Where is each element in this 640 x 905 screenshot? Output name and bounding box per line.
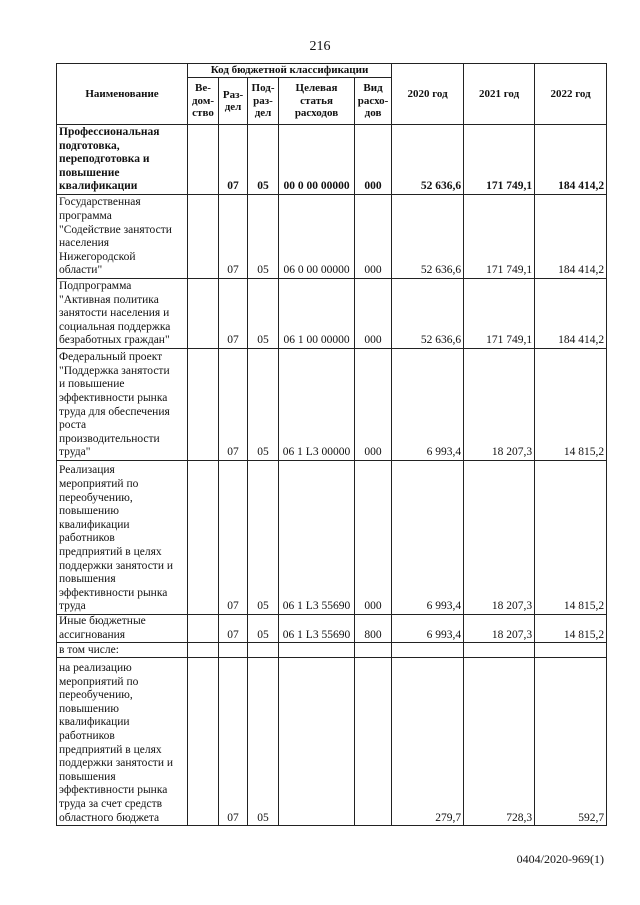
row-razdel: 07	[219, 615, 248, 643]
row-2020: 6 993,4	[392, 615, 464, 643]
row-2021: 728,3	[464, 658, 535, 826]
row-2022: 14 815,2	[535, 461, 607, 615]
row-2021: 171 749,1	[464, 125, 535, 195]
row-vid: 000	[355, 279, 392, 349]
row-name: на реализацию мероприятий по переобучению, повышению квалификации работников предприятий в целях поддержки занятости и повышения эффективности рынка труда за счет средств областного бюджета	[57, 658, 188, 826]
row-2021	[464, 643, 535, 658]
row-ved	[188, 615, 219, 643]
row-celevaya: 00 0 00 00000	[279, 125, 355, 195]
row-podrazdel: 05	[248, 279, 279, 349]
header-razdel: Раз- дел	[219, 78, 248, 125]
row-2022: 14 815,2	[535, 349, 607, 461]
row-celevaya: 06 0 00 00000	[279, 195, 355, 279]
header-code-group: Код бюджетной классификации	[188, 64, 392, 78]
table-row	[57, 349, 607, 461]
table-row	[57, 125, 607, 195]
row-razdel: 07	[219, 125, 248, 195]
row-vid: 800	[355, 615, 392, 643]
row-podrazdel: 05	[248, 195, 279, 279]
row-razdel: 07	[219, 279, 248, 349]
row-2020: 6 993,4	[392, 349, 464, 461]
row-2021: 171 749,1	[464, 279, 535, 349]
row-razdel: 07	[219, 349, 248, 461]
row-name: Федеральный проект "Поддержка занятости и повышение эффективности рынка труда для обеспечения роста производительности труда"	[57, 349, 188, 461]
table-row	[57, 643, 607, 658]
document-code: 0404/2020-969(1)	[516, 852, 604, 866]
row-razdel: 07	[219, 195, 248, 279]
row-ved	[188, 279, 219, 349]
row-celevaya: 06 1 L3 00000	[279, 349, 355, 461]
row-name: Государственная программа "Содействие занятости населения Нижегородской области"	[57, 195, 188, 279]
row-2020: 52 636,6	[392, 279, 464, 349]
table-row	[57, 195, 607, 279]
row-podrazdel: 05	[248, 125, 279, 195]
row-2021: 18 207,3	[464, 349, 535, 461]
row-2020: 6 993,4	[392, 461, 464, 615]
row-podrazdel: 05	[248, 349, 279, 461]
budget-table	[56, 63, 607, 826]
row-2022	[535, 643, 607, 658]
row-vid: 000	[355, 125, 392, 195]
row-ved	[188, 195, 219, 279]
row-vid	[355, 643, 392, 658]
table-row	[57, 658, 607, 826]
row-podrazdel	[248, 643, 279, 658]
row-2021: 171 749,1	[464, 195, 535, 279]
row-2022: 14 815,2	[535, 615, 607, 643]
row-razdel: 07	[219, 461, 248, 615]
table-row	[57, 615, 607, 643]
row-2020: 279,7	[392, 658, 464, 826]
header-podrazdel: Под- раз- дел	[248, 78, 279, 125]
header-2022: 2022 год	[535, 64, 607, 125]
row-name: в том числе:	[57, 643, 188, 658]
header-vedomstvo: Ве- дом- ство	[188, 78, 219, 125]
row-vid: 000	[355, 349, 392, 461]
row-razdel: 07	[219, 658, 248, 826]
row-2021: 18 207,3	[464, 615, 535, 643]
row-name: Подпрограмма "Активная политика занятости населения и социальная поддержка безработных граждан"	[57, 279, 188, 349]
row-ved	[188, 461, 219, 615]
row-razdel	[219, 643, 248, 658]
row-ved	[188, 349, 219, 461]
row-ved	[188, 125, 219, 195]
header-vid: Вид расхо- дов	[355, 78, 392, 125]
row-2020: 52 636,6	[392, 125, 464, 195]
row-name: Профессиональная подготовка, переподготовка и повышение квалификации	[57, 125, 188, 195]
row-ved	[188, 658, 219, 826]
page-number: 216	[309, 39, 331, 54]
table-row	[57, 461, 607, 615]
row-2022: 184 414,2	[535, 125, 607, 195]
row-vid: 000	[355, 461, 392, 615]
row-2022: 184 414,2	[535, 195, 607, 279]
header-2021: 2021 год	[464, 64, 535, 125]
row-2020: 52 636,6	[392, 195, 464, 279]
row-celevaya	[279, 643, 355, 658]
row-2020	[392, 643, 464, 658]
row-celevaya: 06 1 L3 55690	[279, 615, 355, 643]
row-celevaya: 06 1 00 00000	[279, 279, 355, 349]
row-2022: 184 414,2	[535, 279, 607, 349]
row-name: Реализация мероприятий по переобучению, повышению квалификации работников предприятий в целях поддержки занятости и повышения эффективности рынка труда	[57, 461, 188, 615]
header-2020: 2020 год	[392, 64, 464, 125]
row-celevaya: 06 1 L3 55690	[279, 461, 355, 615]
table-row	[57, 279, 607, 349]
header-celevaya: Целевая статья расходов	[279, 78, 355, 125]
row-podrazdel: 05	[248, 615, 279, 643]
row-vid: 000	[355, 195, 392, 279]
header-name: Наименование	[57, 64, 188, 125]
row-celevaya	[279, 658, 355, 826]
row-2021: 18 207,3	[464, 461, 535, 615]
row-name: Иные бюджетные ассигнования	[57, 615, 188, 643]
row-vid	[355, 658, 392, 826]
row-podrazdel: 05	[248, 461, 279, 615]
row-2022: 592,7	[535, 658, 607, 826]
row-podrazdel: 05	[248, 658, 279, 826]
row-ved	[188, 643, 219, 658]
